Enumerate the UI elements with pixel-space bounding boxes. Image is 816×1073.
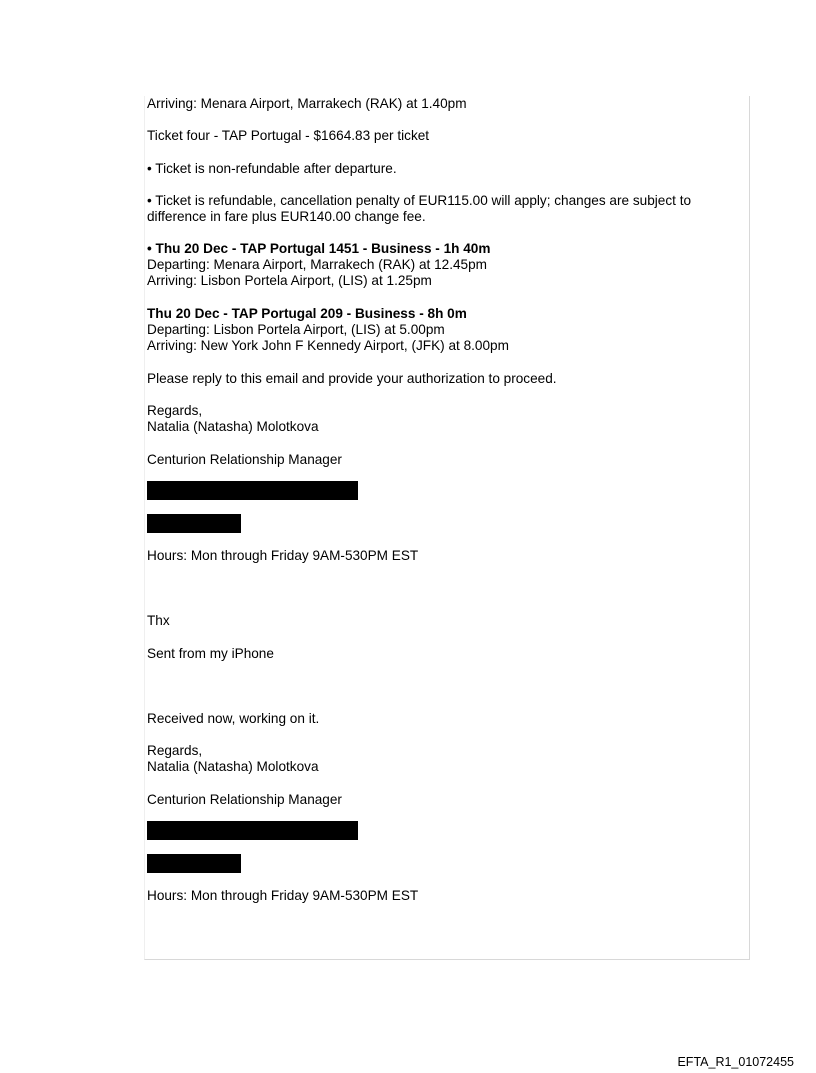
flight1-departing: Departing: Menara Airport, Marrakech (RAK) at 12.45pm	[147, 257, 487, 272]
arrival-line: Arriving: Menara Airport, Marrakech (RAK) at 1.40pm	[147, 96, 467, 111]
bullet-icon: •	[147, 241, 152, 256]
flight1-item	[147, 241, 490, 257]
received-line: Received now, working on it.	[147, 711, 320, 726]
sent-from: Sent from my iPhone	[147, 646, 274, 661]
flight2-arriving: Arriving: New York John F Kennedy Airport, (JFK) at 8.00pm	[147, 338, 509, 353]
sender-name: Natalia (Natasha) Molotkova	[147, 419, 319, 434]
refundable-text-line1: Ticket is refundable, cancellation penalty of EUR115.00 will apply; changes are subject to	[155, 193, 692, 208]
sender-title: Centurion Relationship Manager	[147, 792, 342, 807]
flight2-departing: Departing: Lisbon Portela Airport, (LIS) at 5.00pm	[147, 322, 445, 337]
regards: Regards,	[147, 743, 203, 758]
ticket-four-line: Ticket four - TAP Portugal - $1664.83 per ticket	[147, 128, 430, 143]
document-id: EFTA_R1_01072455	[677, 1055, 794, 1069]
sender-name: Natalia (Natasha) Molotkova	[147, 759, 319, 774]
redaction-bar	[147, 821, 358, 840]
sender-title: Centurion Relationship Manager	[147, 452, 342, 467]
flight1-title: Thu 20 Dec - TAP Portugal 1451 - Business - 1h 40m	[155, 241, 491, 256]
redaction-bar	[147, 514, 241, 533]
thx: Thx	[147, 613, 170, 628]
nonrefundable-text: Ticket is non-refundable after departure.	[155, 161, 397, 176]
reply-request: Please reply to this email and provide your authorization to proceed.	[147, 371, 557, 386]
nonrefundable-item	[147, 161, 397, 177]
regards: Regards,	[147, 403, 203, 418]
redaction-bar	[147, 481, 358, 500]
bullet-icon: •	[147, 193, 152, 208]
hours: Hours: Mon through Friday 9AM-530PM EST	[147, 888, 419, 903]
refundable-item	[147, 193, 691, 209]
refundable-text-line2: difference in fare plus EUR140.00 change fee.	[147, 209, 426, 224]
redaction-bar	[147, 854, 241, 873]
flight2-title: Thu 20 Dec - TAP Portugal 209 - Business - 8h 0m	[147, 306, 467, 321]
hours: Hours: Mon through Friday 9AM-530PM EST	[147, 548, 419, 563]
bullet-icon: •	[147, 161, 152, 176]
flight1-arriving: Arriving: Lisbon Portela Airport, (LIS) at 1.25pm	[147, 273, 432, 288]
